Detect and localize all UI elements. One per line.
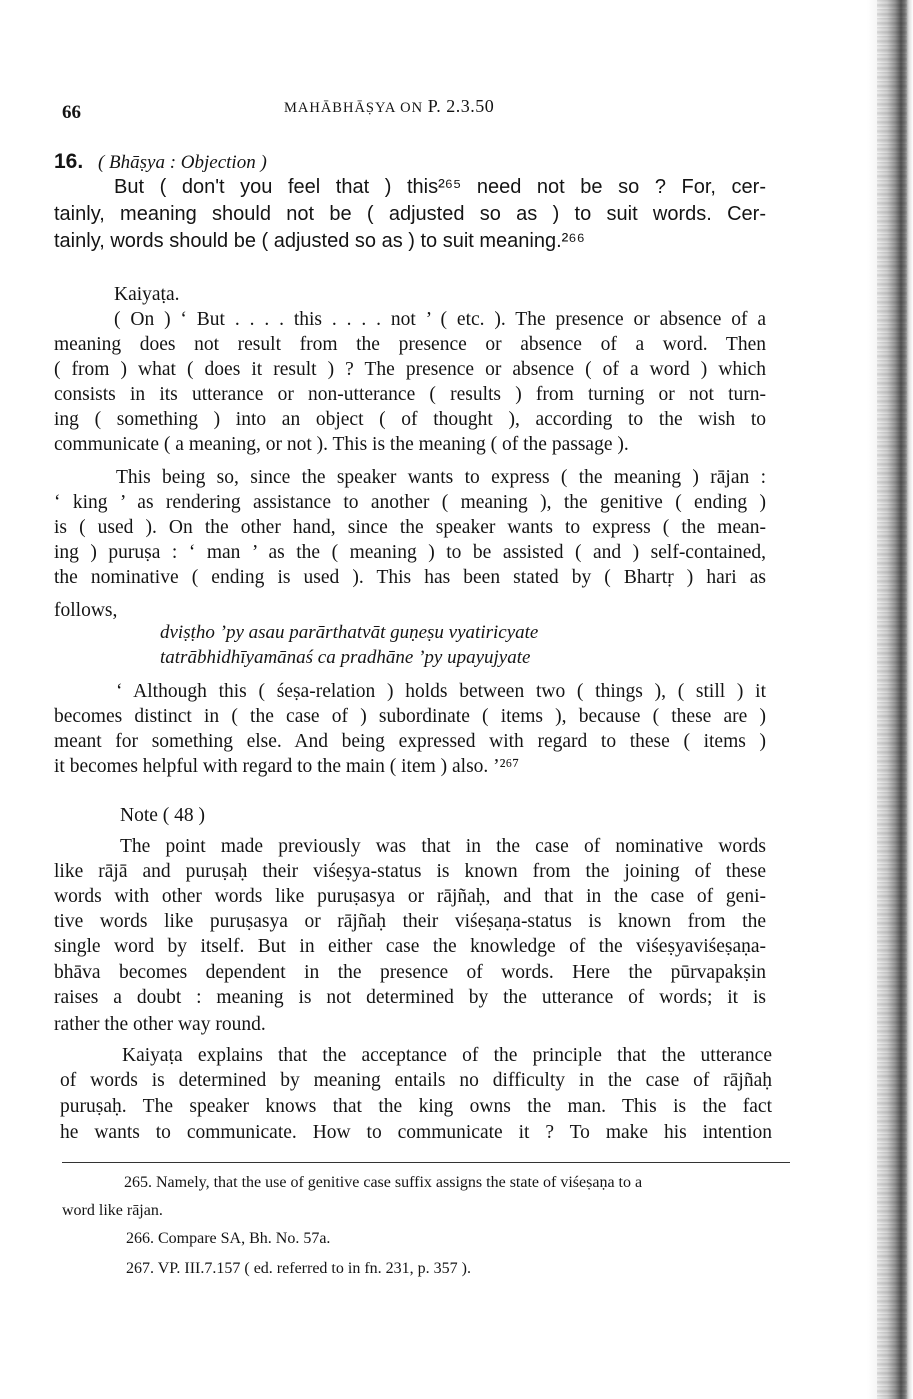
section-heading — [54, 150, 267, 174]
paragraph-line: communicate ( a meaning, or not ). This is the meaning ( of the passage ). — [54, 434, 629, 455]
paragraph-line: tainly, meaning should not be ( adjusted so as ) to suit words. Cer- — [54, 203, 766, 225]
paragraph-line: ‘ king ’ as rendering assistance to another ( meaning ), the genitive ( ending ) — [54, 492, 766, 513]
paragraph-line: ( On ) ‘ But . . . . this . . . . not ’ ( etc. ). The presence or absence of a — [114, 309, 766, 330]
page-number: 66 — [62, 102, 81, 123]
paragraph-line: ing ) puruṣa : ‘ man ’ as the ( meaning ) to be assisted ( and ) self-contained, — [54, 542, 766, 563]
paragraph-line: meaning does not result from the presence or absence of a word. Then — [54, 334, 766, 355]
running-title — [284, 96, 494, 117]
footnote-267: 267. VP. III.7.157 ( ed. referred to in fn. 231, p. 357 ). — [126, 1260, 471, 1277]
verse-line: tatrābhidhīyamānaś ca pradhāne ’py upayujyate — [160, 647, 531, 668]
footnote-265: 265. Namely, that the use of genitive case suffix assigns the state of viśeṣaṇa to a — [124, 1174, 643, 1191]
binding-edge-texture — [877, 0, 907, 1399]
paragraph-line: tainly, words should be ( adjusted so as ) to suit meaning.²⁶⁶ — [54, 230, 585, 252]
paragraph-line: follows, — [54, 600, 118, 621]
note-heading: Note ( 48 ) — [120, 805, 206, 826]
paragraph-line: meant for something else. And being expressed with regard to these ( items ) — [54, 731, 766, 752]
paragraph-line: it becomes helpful with regard to the main ( item ) also. ’²⁶⁷ — [54, 756, 520, 777]
footnote-divider — [62, 1162, 790, 1163]
kaiyata-heading: Kaiyaṭa. — [114, 284, 180, 305]
paragraph-line: raises a doubt : meaning is not determined by the utterance of words; it is — [54, 987, 766, 1008]
paragraph-line: consists in its utterance or non-utterance ( results ) from turning or not turn- — [54, 384, 766, 405]
paragraph-line: bhāva becomes dependent in the presence of words. Here the pūrvapakṣin — [54, 962, 766, 983]
verse-line: dviṣṭho ’py asau parārthatvāt guṇeṣu vyatiricyate — [160, 622, 539, 643]
paragraph-line: ( from ) what ( does it result ) ? The presence or absence ( of a word ) which — [54, 359, 766, 380]
footnote-266: 266. Compare SA, Bh. No. 57a. — [126, 1230, 331, 1247]
running-title-text: MAHĀBHĀṢYA ON — [284, 100, 424, 116]
paragraph-line: This being so, since the speaker wants to express ( the meaning ) rājan : — [116, 467, 766, 488]
paragraph-line: words with other words like puruṣasya or rājñaḥ, and that in the case of geni- — [54, 886, 766, 907]
paragraph-line: becomes distinct in ( the case of ) subordinate ( items ), because ( these are ) — [54, 706, 766, 727]
paragraph-line: Kaiyaṭa explains that the acceptance of the principle that the utterance — [122, 1045, 772, 1066]
section-label: ( Bhāṣya : Objection ) — [97, 152, 267, 173]
paragraph-line: ‘ Although this ( śeṣa-relation ) holds between two ( things ), ( still ) it — [116, 681, 766, 702]
paragraph-line: is ( used ). On the other hand, since the speaker wants to express ( the mean- — [54, 517, 766, 538]
paragraph-line: tive words like puruṣasya or rājñaḥ their viśeṣaṇa-status is known from the — [54, 911, 766, 932]
paragraph-line: puruṣaḥ. The speaker knows that the king owns the man. This is the fact — [60, 1096, 772, 1117]
paragraph-line: single word by itself. But in either case the knowledge of the viśeṣyaviśeṣaṇa- — [54, 936, 766, 957]
section-number: 16. — [54, 150, 84, 173]
paragraph-line: But ( don't you feel that ) this²⁶⁵ need not be so ? For, cer- — [114, 176, 766, 198]
paragraph-line: the nominative ( ending is used ). This has been stated by ( Bhartṛ ) hari as — [54, 567, 766, 588]
paragraph-line: ing ( something ) into an object ( of thought ), according to the wish to — [54, 409, 766, 430]
paragraph-line: The point made previously was that in the case of nominative words — [120, 836, 766, 857]
footnote-265-continued: word like rājan. — [62, 1202, 163, 1219]
paragraph-line: rather the other way round. — [54, 1014, 266, 1035]
running-header — [62, 96, 802, 126]
running-title-reference: P. 2.3.50 — [427, 96, 495, 116]
paragraph-line: like rājā and puruṣaḥ their viśeṣya-status is known from the joining of these — [54, 861, 766, 882]
paragraph-line: of words is determined by meaning entails no difficulty in the case of rājñaḥ — [60, 1070, 772, 1091]
paragraph-line: he wants to communicate. How to communicate it ? To make his intention — [60, 1122, 772, 1143]
